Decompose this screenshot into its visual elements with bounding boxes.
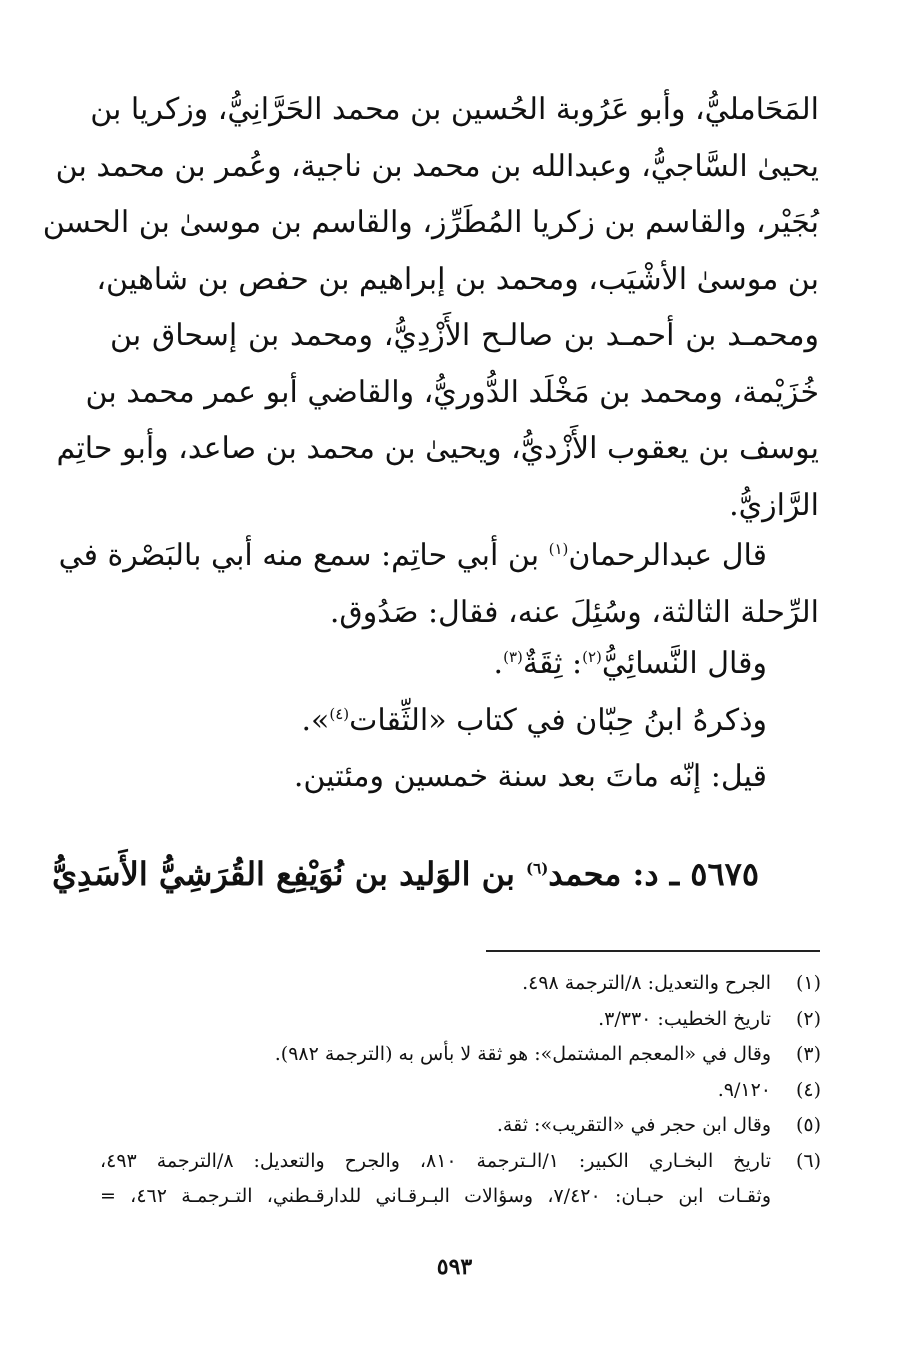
- footnote-item: [100, 1002, 821, 1038]
- opinion-text: .: [493, 646, 504, 681]
- footnote-number: (٥): [795, 1114, 821, 1136]
- footnote-number: (٢): [795, 1007, 821, 1030]
- footnote-item: [100, 1108, 821, 1144]
- text-line: بُجَيْر، والقاسم بن زكريا المُطَرِّز، والقاسم بن موسىٰ بن الحسن: [42, 205, 819, 240]
- text-line: الرَّازيُّ.: [729, 487, 819, 523]
- text-line: بن موسىٰ الأشْيَب، ومحمد بن إبراهيم بن حفص بن شاهين،: [96, 261, 819, 297]
- footnotes-section: [100, 966, 821, 1215]
- entry-heading: [51, 848, 759, 900]
- text-line: يوسف بن يعقوب الأَزْديُّ، ويحيىٰ بن محمد بن صاعد، وأبو حاتِم: [56, 431, 819, 466]
- footnote-reference: (٤): [329, 704, 350, 723]
- footnote-item: [100, 1037, 821, 1073]
- text-line: خُزَيْمة، ومحمد بن مَخْلَد الدُّوريُّ، والقاضي أبو عمر محمد بن: [85, 374, 819, 410]
- footnote-item: [100, 966, 821, 1002]
- hibban-mention: [110, 693, 819, 750]
- text-line: المَحَامليُّ، وأبو عَرُوبة الحُسين بن محمد الحَرَّانِيُّ، وزكريا بن: [90, 92, 819, 127]
- footnote-item: [100, 1144, 821, 1180]
- footnote-text: الجرح والتعديل: ٨/الترجمة ٤٩٨.: [522, 972, 771, 994]
- text-line: الرِّحلة الثالثة، وسُئِلَ عنه، فقال: صَدُوق.: [329, 594, 819, 630]
- footnote-reference: (٢): [582, 648, 602, 666]
- footnote-continuation: وثقـات ابن حبـان: ٧/٤٢٠، وسؤالات البـرقـاني للدارقـطني، التـرجمـة ٤٦٢، =: [100, 1185, 772, 1207]
- footnote-number: (١): [795, 972, 821, 994]
- footnote-text: تاريخ البخـاري الكبير: ١/الـترجمة ٨١٠، والجرح والتعديل: ٨/الترجمة ٤٩٣،: [100, 1149, 771, 1172]
- text-line: يحيىٰ السَّاجيُّ، وعبدالله بن محمد بن ناجية، وعُمر بن محمد بن: [55, 148, 819, 184]
- quote-text: قال عبدالرحمان: [568, 538, 767, 573]
- footnote-divider: [486, 950, 820, 952]
- page-number: ٥٩٣: [436, 1254, 473, 1280]
- quote-text: بن أبي حاتِم: سمع منه أبي بالبَصْرة في: [58, 538, 549, 573]
- opinion-text: وذكرهُ ابنُ حِبّان في كتاب «الثِّقات: [349, 702, 767, 738]
- footnote-number: (٤): [795, 1078, 821, 1101]
- footnote-reference: (١): [548, 540, 569, 558]
- death-note: قيل: إنّه ماتَ بعد سنة خمسين ومئتين.: [293, 759, 767, 794]
- quote-paragraph: [58, 528, 819, 641]
- footnote-number: (٦): [795, 1149, 821, 1172]
- opinion-text: وقال النَّسائِيُّ: [601, 646, 767, 681]
- footnote-item: [100, 1073, 821, 1109]
- opinion-text: : ثِقَةٌ: [522, 646, 583, 681]
- entry-number: ٥٦٧٥ ـ د: محمد: [548, 855, 759, 893]
- nasai-opinion: [110, 636, 819, 693]
- text-line: ومحمـد بن أحمـد بن صالـح الأَزْدِيُّ، ومحمد بن إسحاق بن: [110, 318, 819, 353]
- footnote-text: ٩/١٢٠.: [717, 1078, 771, 1101]
- footnote-reference: (٦): [526, 859, 549, 878]
- footnote-text: وقال في «المعجم المشتمل»: هو ثقة لا بأس به (الترجمة ٩٨٢).: [274, 1043, 771, 1065]
- biography-paragraph: [42, 82, 819, 534]
- footnote-number: (٣): [795, 1043, 821, 1065]
- footnote-text: تاريخ الخطيب: ٣/٣٣٠.: [598, 1007, 771, 1030]
- opinions-block: [110, 636, 819, 806]
- entry-name: بن الوَليد بن نُوَيْفِع القُرَشِيُّ الأَسَدِيُّ: [51, 855, 527, 893]
- footnote-reference: (٣): [503, 648, 523, 666]
- footnote-text: وقال ابن حجر في «التقريب»: ثقة.: [496, 1114, 771, 1136]
- text-line: [58, 528, 819, 585]
- opinion-text: ».: [301, 702, 330, 738]
